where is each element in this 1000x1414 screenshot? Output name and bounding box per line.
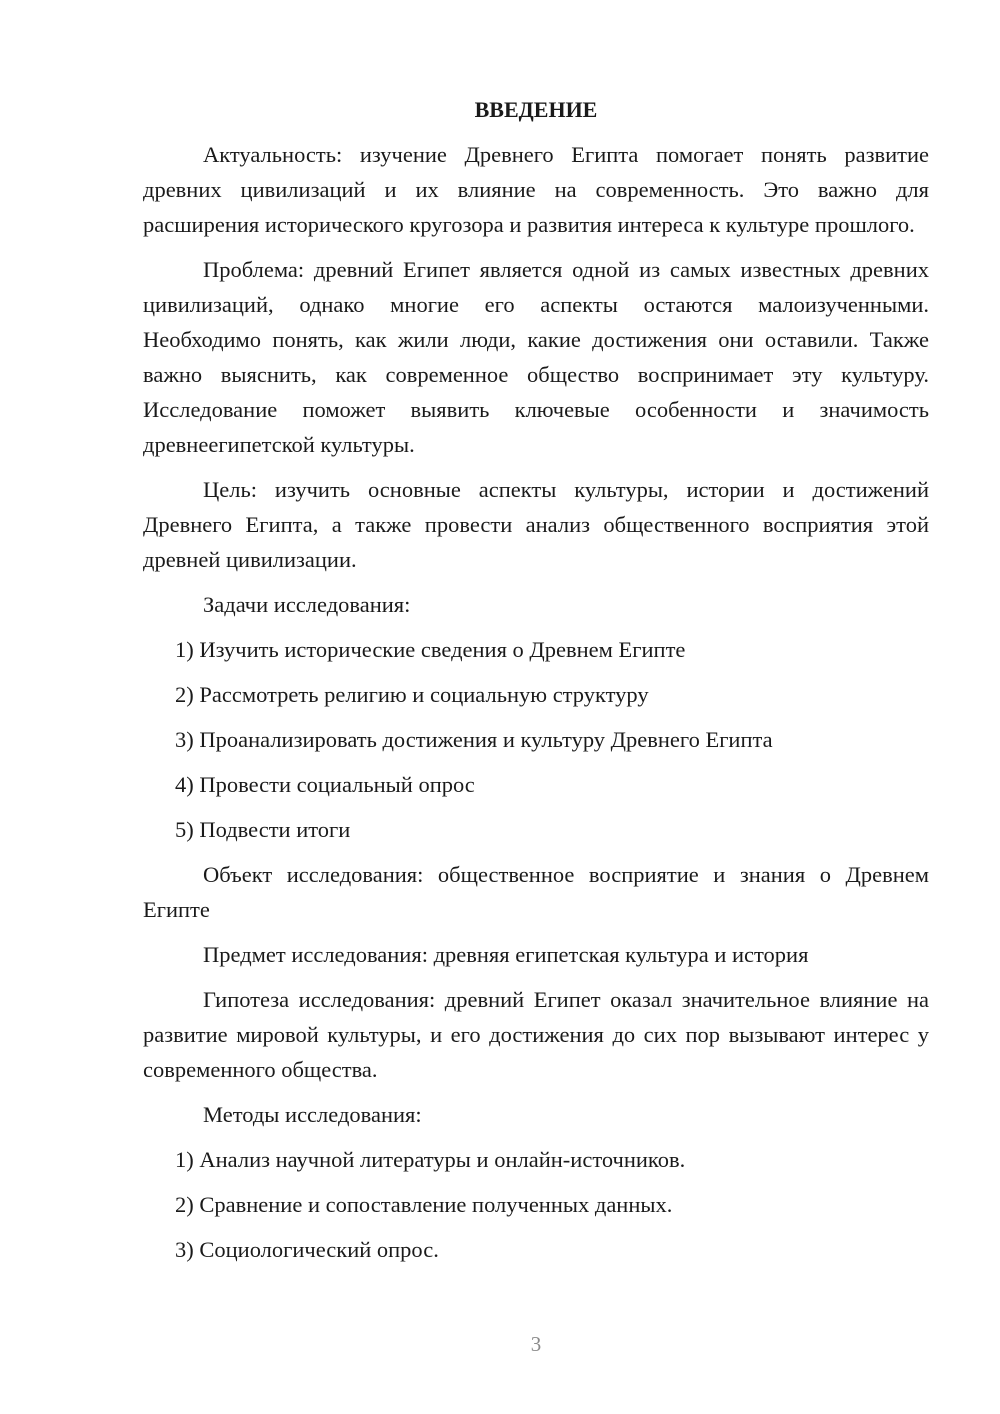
task-item: 5) Подвести итоги bbox=[175, 817, 351, 842]
method-item: 2) Сравнение и сопоставление полученных данных. bbox=[175, 1192, 673, 1217]
task-item: 1) Изучить исторические сведения о Древнем Египте bbox=[175, 637, 686, 662]
subject-paragraph: Предмет исследования: древняя египетская культура и история bbox=[203, 942, 809, 967]
relevance-paragraph: Актуальность: изучение Древнего Египта помогает понять развитие древних цивилизаций и их влияние на современность. Это важно для расширения исторического кругозора и развития интереса к культуре прошлого. bbox=[143, 142, 929, 237]
object-paragraph: Объект исследования: общественное восприятие и знания о Древнем Египте bbox=[143, 862, 929, 922]
task-item: 4) Провести социальный опрос bbox=[175, 772, 475, 797]
task-item: 2) Рассмотреть религию и социальную структуру bbox=[175, 682, 649, 707]
method-item: 3) Социологический опрос. bbox=[175, 1237, 439, 1262]
task-item: 3) Проанализировать достижения и культуру Древнего Египта bbox=[175, 727, 773, 752]
methods-list bbox=[143, 1142, 929, 1267]
methods-title: Методы исследования: bbox=[203, 1102, 422, 1127]
section-heading: ВВЕДЕНИЕ bbox=[474, 97, 598, 122]
problem-paragraph: Проблема: древний Египет является одной из самых известных древних цивилизаций, однако многие его аспекты остаются малоизученными. Необходимо понять, как жили люди, какие достижения они оставили. Также важно выяснить, как современное общество воспринимает эту культуру. Исследование поможет выявить ключевые особенности и значимость древнеегипетской культуры. bbox=[143, 257, 929, 457]
document-page bbox=[143, 92, 929, 1277]
hypothesis-paragraph: Гипотеза исследования: древний Египет оказал значительное влияние на развитие мировой культуры, и его достижения до сих пор вызывают интерес у современного общества. bbox=[143, 987, 929, 1082]
tasks-list bbox=[143, 632, 929, 847]
method-item: 1) Анализ научной литературы и онлайн-источников. bbox=[175, 1147, 686, 1172]
tasks-title: Задачи исследования: bbox=[203, 592, 411, 617]
page-number: 3 bbox=[530, 1332, 542, 1356]
goal-paragraph: Цель: изучить основные аспекты культуры, истории и достижений Древнего Египта, а также провести анализ общественного восприятия этой древней цивилизации. bbox=[143, 477, 929, 572]
